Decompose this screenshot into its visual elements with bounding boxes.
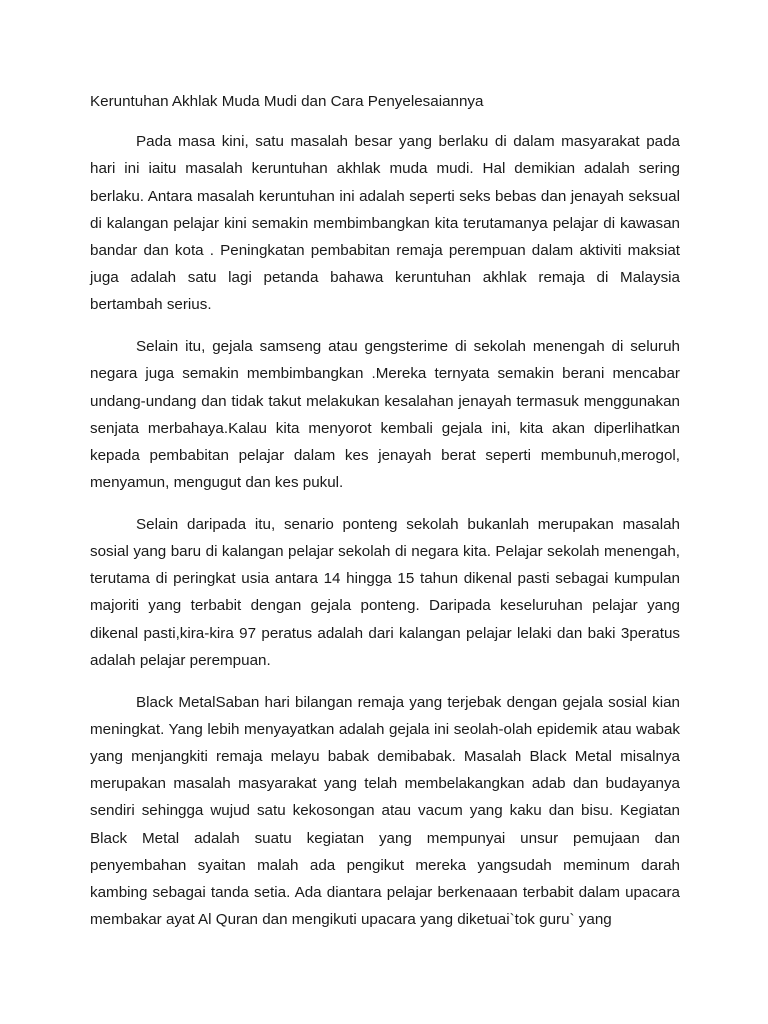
paragraph-3: Selain daripada itu, senario ponteng sekolah bukanlah merupakan masalah sosial yang baru di kalangan pelajar sekolah di negara kita. Pelajar sekolah menengah, terutama di peringkat usia antara 14 hingga 15 tahun dikenal pasti sebagai kumpulan majoriti yang terbabit dengan gejala ponteng. Daripada keseluruhan pelajar yang dikenal pasti,kira-kira 97 peratus adalah dari kalangan pelajar lelaki dan baki 3peratus adalah pelajar perempuan. <box>90 515 680 669</box>
paragraph-1: Pada masa kini, satu masalah besar yang berlaku di dalam masyarakat pada hari ini iaitu masalah keruntuhan akhlak muda mudi. Hal demikian adalah sering berlaku. Antara masalah keruntuhan ini adalah seperti seks bebas dan jenayah seksual di kalangan pelajar kini semakin membimbangkan kita terutamanya pelajar di kawasan bandar dan kota . Peningkatan pembabitan remaja perempuan dalam aktiviti maksiat juga adalah satu lagi petanda bahawa keruntuhan akhlak remaja di Malaysia bertambah serius. <box>90 133 680 314</box>
document-title: Keruntuhan Akhlak Muda Mudi dan Cara Penyelesaiannya <box>90 93 484 110</box>
paragraph-4: Black MetalSaban hari bilangan remaja yang terjebak dengan gejala sosial kian meningkat. Yang lebih menyayatkan adalah gejala ini seolah-olah epidemik atau wabak yang menjangkiti remaja melayu babak demibabak. Masalah Black Metal misalnya merupakan masalah masyarakat yang telah membelakangkan adab dan budayanya sendiri sehingga wujud satu kekosongan atau vacum yang kaku dan bisu. Kegiatan Black Metal adalah suatu kegiatan yang mempunyai unsur pemujaan dan penyembahan syaitan malah ada pengikut mereka yangsudah meminum darah kambing sebagai tanda setia. Ada diantara pelajar berkenaaan terbabit dalam upacara membakar ayat Al Quran dan mengikuti upacara yang diketuai`tok guru` yang <box>90 693 680 929</box>
paragraph-2: Selain itu, gejala samseng atau gengsterime di sekolah menengah di seluruh negara juga semakin membimbangkan .Mereka ternyata semakin berani mencabar undang-undang dan tidak takut melakukan kesalahan jenayah termasuk menggunakan senjata merbahaya.Kalau kita menyorot kembali gejala ini, kita akan diperlihatkan kepada pembabitan pelajar dalam kes jenayah berat seperti membunuh,merogol, menyamun, mengugut dan kes pukul. <box>90 338 680 492</box>
